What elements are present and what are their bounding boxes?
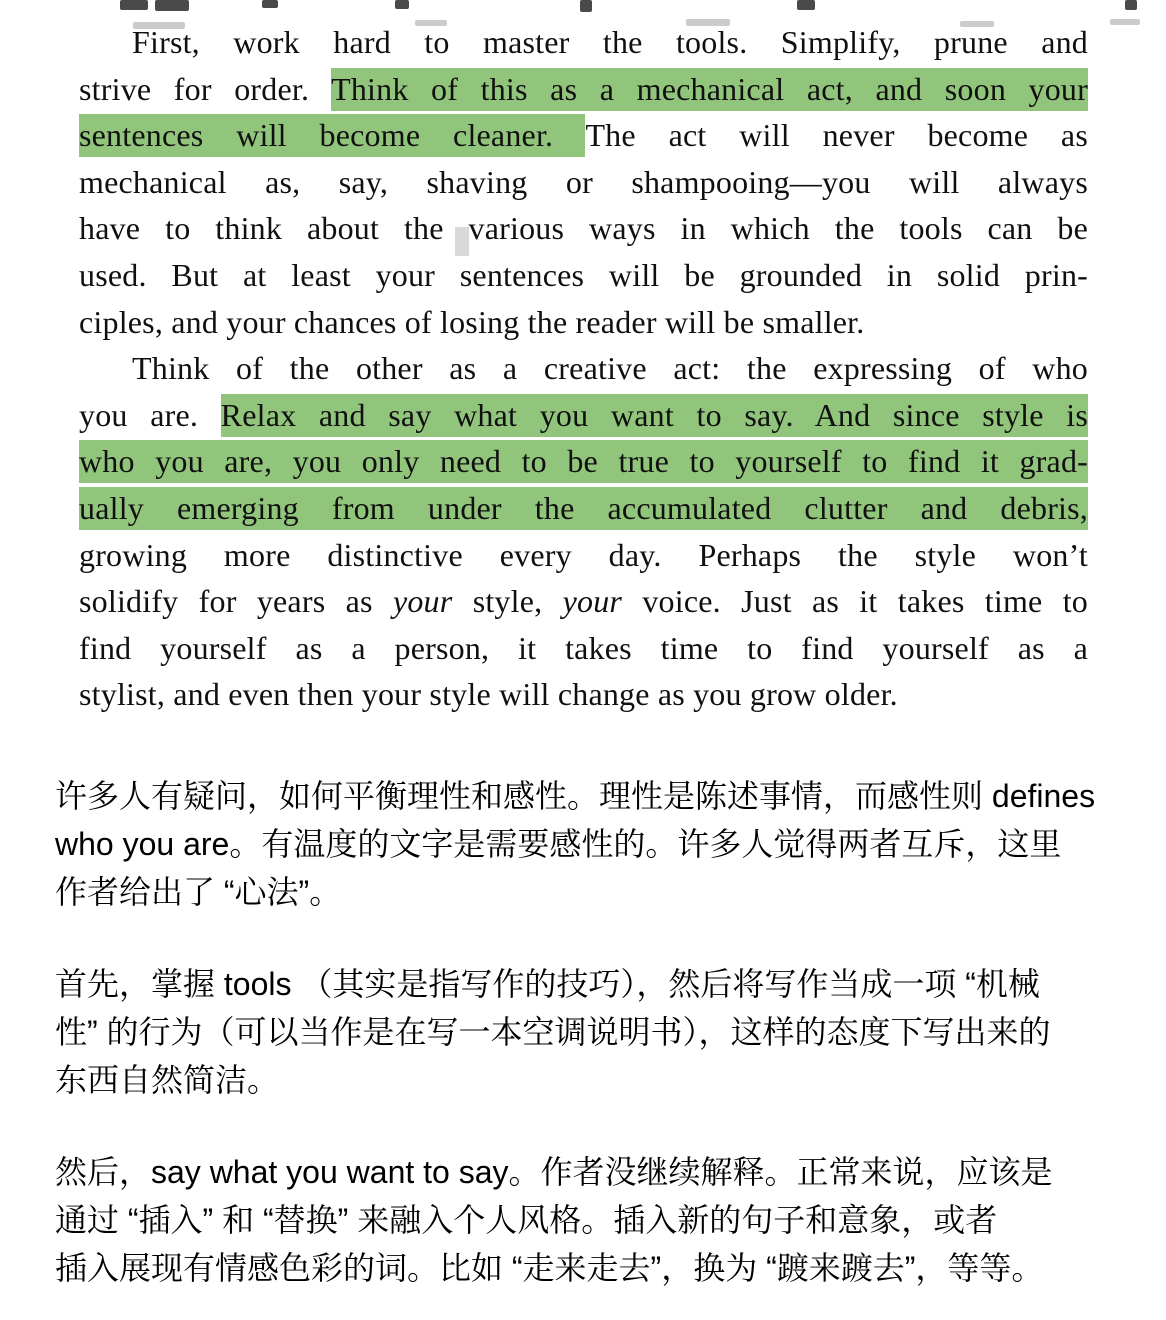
book-text: First, work hard to master the tools. Simplify, prune and — [132, 24, 1088, 60]
book-line — [79, 112, 1088, 159]
scan-artifact — [155, 0, 189, 11]
book-text: mechanical as, say, shaving or shampooing—you will always — [79, 163, 1088, 200]
book-text: growing more distinctive every day. Perhaps the style won’t — [79, 536, 1088, 573]
scan-artifact — [797, 0, 815, 10]
commentary-line: 插入展现有情感色彩的词。比如 “走来走去”，换为 “踱来踱去”，等等。 — [55, 1250, 1044, 1286]
scan-artifact — [262, 0, 278, 8]
highlighted-text: who you are, you only need to be true to yourself to find it grad- — [79, 440, 1088, 483]
commentary-line: who you are。有温度的文字是需要感性的。许多人觉得两者互斥，这里 — [55, 826, 1062, 862]
book-text: ciples, and your chances of losing the reader will be smaller. — [79, 303, 865, 340]
book-line — [79, 299, 1088, 346]
italic-text: your — [562, 583, 623, 620]
commentary-line: 然后，say what you want to say。作者没继续解释。正常来说，应该是 — [55, 1154, 1053, 1190]
book-text: style, — [452, 583, 563, 620]
book-line — [79, 205, 1088, 252]
book-line — [79, 345, 1088, 392]
highlighted-text: sentences will become cleaner. — [79, 114, 585, 157]
commentary-line: 首先，掌握 tools （其实是指写作的技巧），然后将写作当成一项 “机械 — [55, 966, 1040, 1002]
commentary-paragraph — [55, 960, 1156, 1104]
book-line — [79, 252, 1088, 299]
book-line — [79, 19, 1088, 66]
highlighted-text: ually emerging from under the accumulated clutter and debris, — [79, 487, 1088, 530]
commentary-line: 通过 “插入” 和 “替换” 来融入个人风格。插入新的句子和意象，或者 — [55, 1202, 998, 1238]
book-line — [79, 485, 1088, 532]
book-text: strive for order. — [79, 70, 332, 107]
commentary-paragraph — [55, 1148, 1156, 1292]
scan-artifact — [395, 0, 409, 9]
book-line — [79, 159, 1088, 206]
highlighted-text: Think of this as a mechanical act, and soon your — [331, 68, 1088, 111]
book-text: used. But at least your sentences will be grounded in solid prin- — [79, 256, 1088, 293]
book-line — [79, 438, 1088, 485]
italic-text: your — [392, 583, 453, 620]
book-text: Think of the other as a creative act: the expressing of who — [132, 350, 1088, 387]
commentary-line: 许多人有疑问，如何平衡理性和感性。理性是陈述事情，而感性则 defines — [55, 778, 1096, 814]
book-line — [79, 625, 1088, 672]
book-line — [79, 66, 1088, 113]
book-text: find yourself as a person, it takes time to find yourself as a — [79, 629, 1088, 666]
book-text: voice. Just as it takes time to — [622, 583, 1089, 620]
book-line — [79, 578, 1088, 625]
book-text: have to think about the various ways in which the tools can be — [79, 210, 1088, 247]
commentary-paragraph — [55, 772, 1156, 916]
reader-commentary — [55, 772, 1156, 1320]
commentary-line: 作者给出了 “心法”。 — [55, 874, 342, 910]
scan-artifact — [120, 0, 148, 10]
scan-artifact — [1110, 19, 1140, 25]
book-text: stylist, and even then your style will change as you grow older. — [79, 676, 898, 713]
book-text: solidify for years as — [79, 583, 393, 620]
book-line — [79, 532, 1088, 579]
scan-artifact — [1125, 0, 1137, 10]
commentary-line: 东西自然简洁。 — [55, 1062, 280, 1098]
book-line — [79, 392, 1088, 439]
scan-artifact — [580, 0, 592, 12]
book-excerpt — [79, 19, 1088, 718]
commentary-line: 性” 的行为（可以当作是在写一本空调说明书），这样的态度下写出来的 — [55, 1014, 1051, 1050]
book-text: you are. — [79, 396, 221, 433]
highlighted-text: Relax and say what you want to say. And since style is — [221, 394, 1088, 437]
book-text: The act will never become as — [585, 117, 1088, 154]
book-line — [79, 671, 1088, 718]
